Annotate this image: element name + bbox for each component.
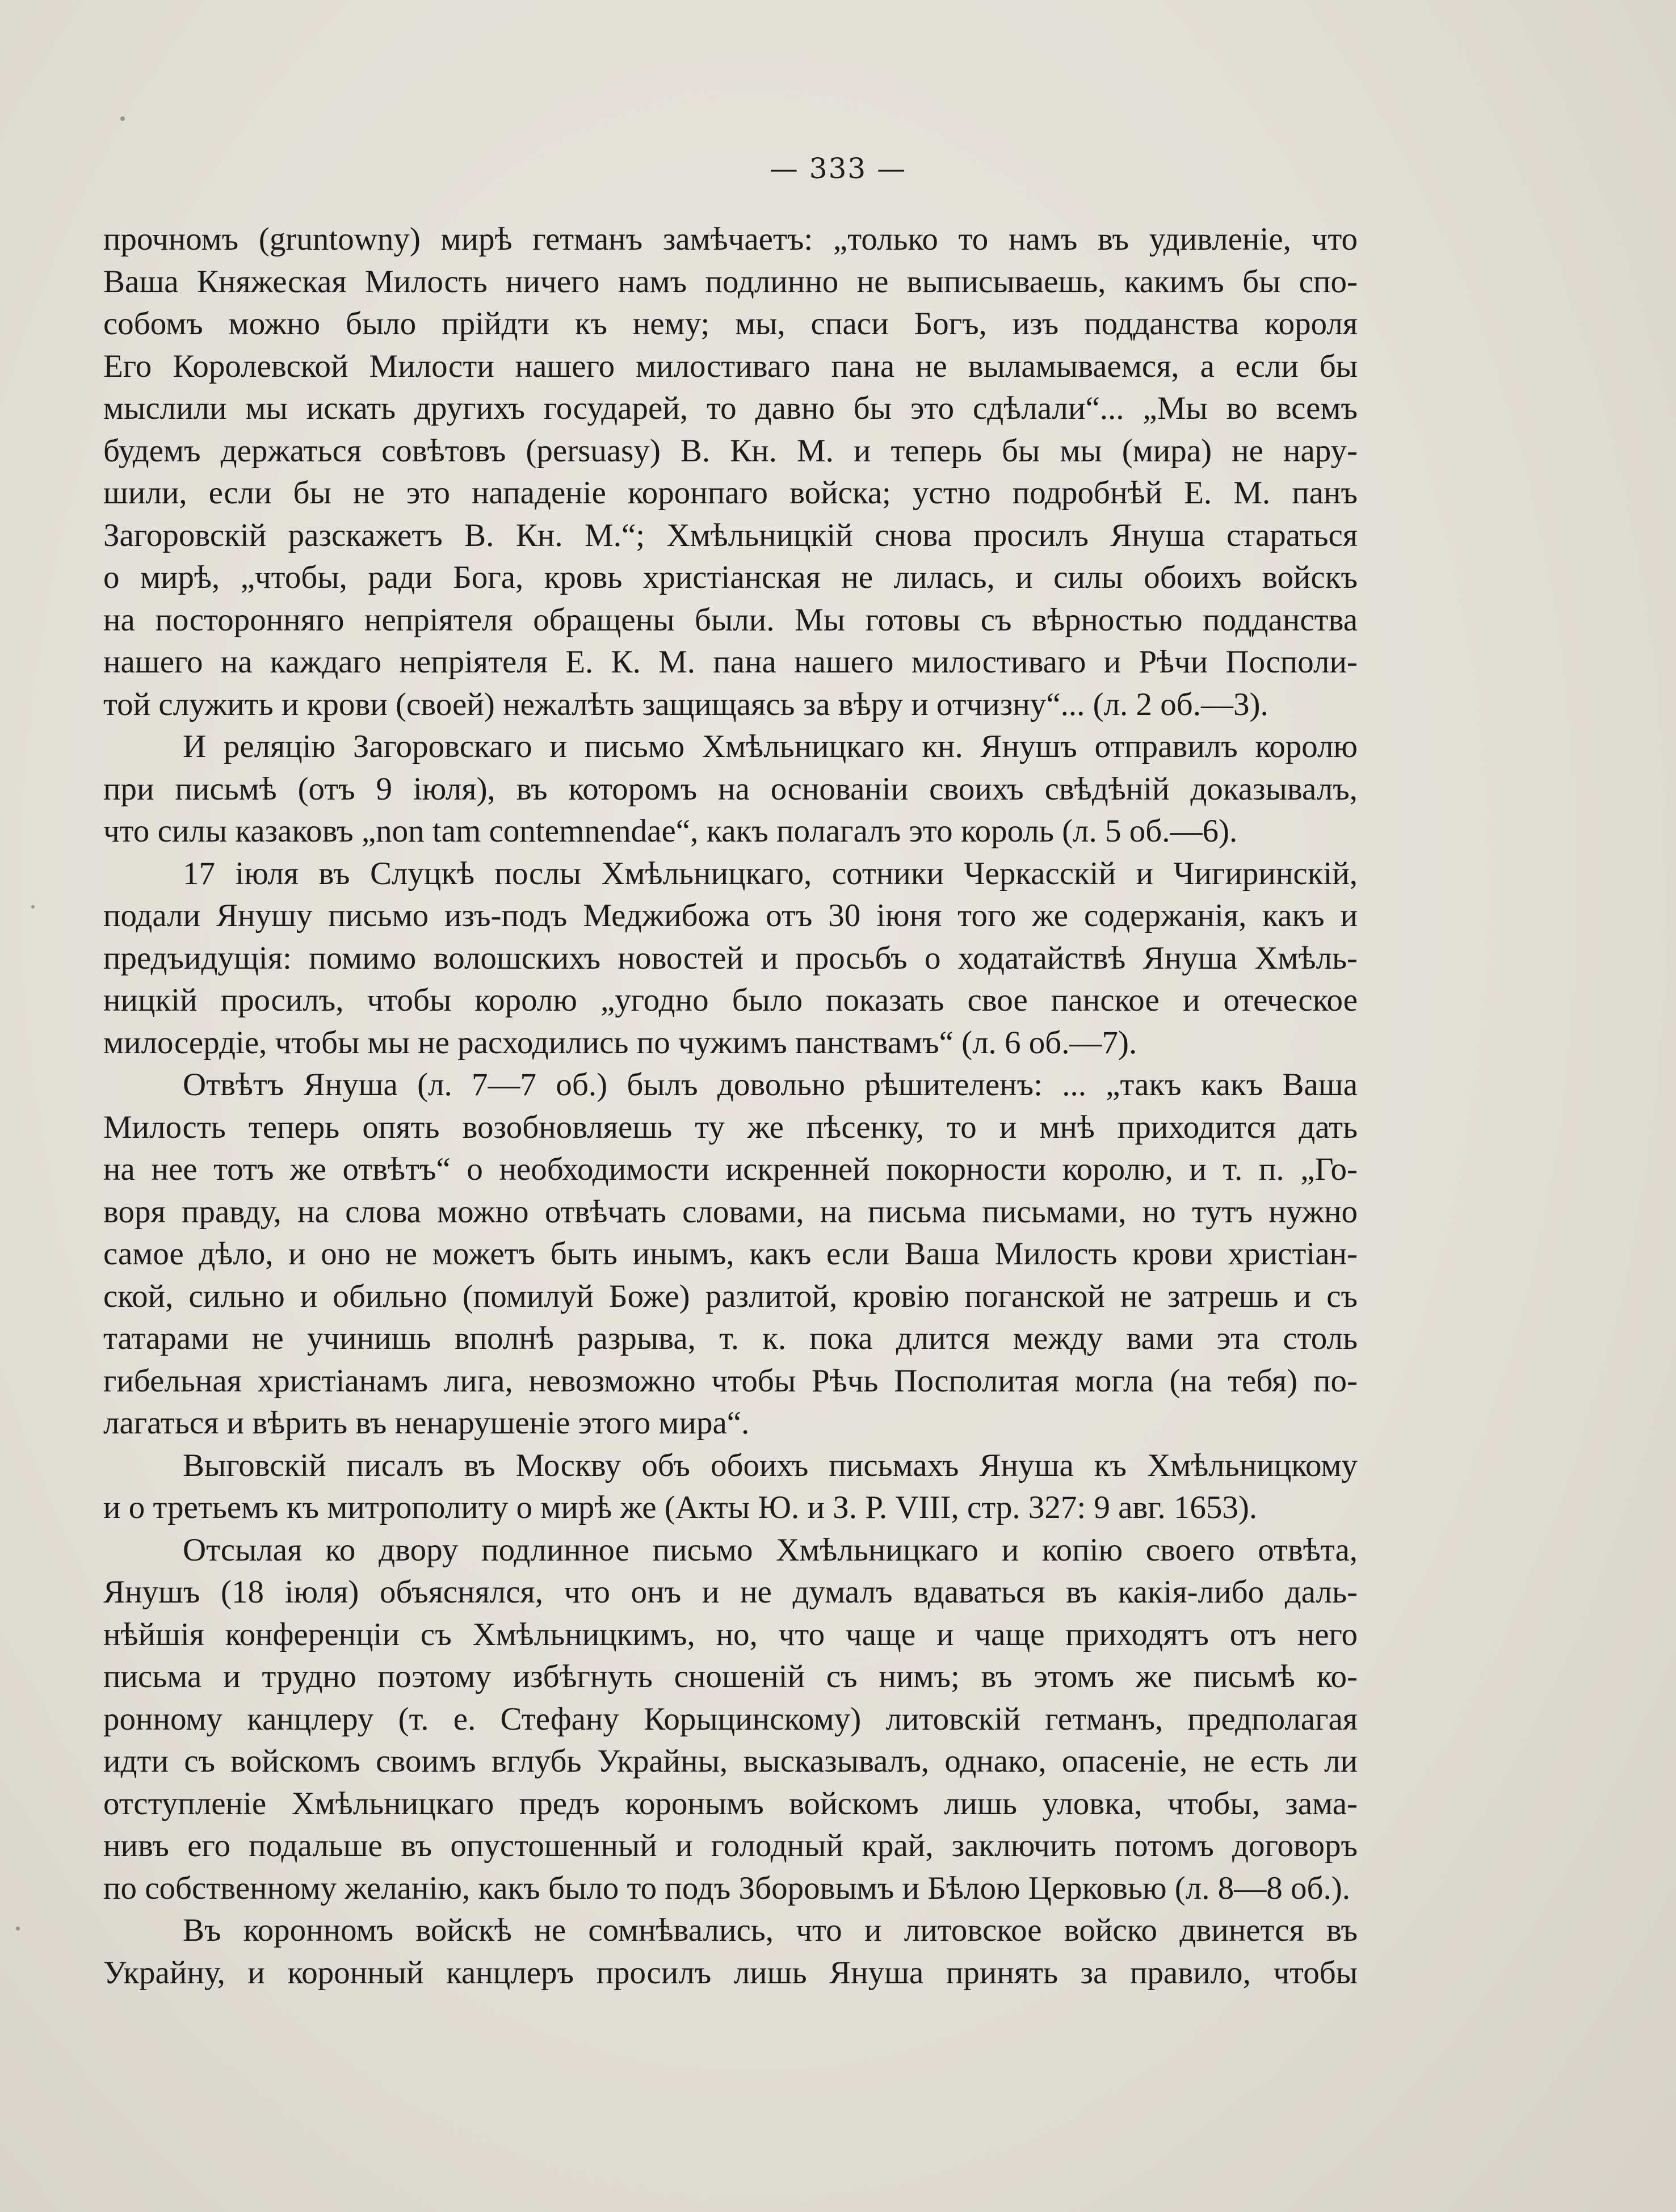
text-line: на посторонняго непріятеля обращены были. Мы готовы съ вѣрностью подданства — [103, 602, 1358, 638]
text-line: на нее тотъ же отвѣтъ“ о необходимости искренней покорности королю, и т. п. „Го- — [103, 1151, 1358, 1187]
text-line: И реляцію Загоровскаго и письмо Хмѣльницкаго кн. Янушъ отправилъ королю — [183, 729, 1358, 764]
paragraph — [103, 1910, 1358, 1994]
paper-speck — [31, 905, 35, 909]
text-line: Его Королевской Милости нашего милостиваго пана не выламываемся, а если бы — [103, 348, 1358, 384]
text-line: Въ коронномъ войскѣ не сомнѣвались, что и литовское войско двинется въ — [183, 1912, 1358, 1948]
text-line: собомъ можно было прійдти къ нему; мы, спаси Богъ, изъ подданства короля — [103, 306, 1358, 342]
paragraph — [103, 1064, 1358, 1445]
text-line: будемъ держаться совѣтовъ (persuasy) В. Кн. М. и теперь бы мы (мира) не нару- — [103, 432, 1358, 469]
paragraph — [103, 1445, 1358, 1529]
text-line: Выговскій писалъ въ Москву объ обоихъ письмахъ Януша къ Хмѣльницкому — [183, 1447, 1358, 1483]
text-line: ницкій просилъ, чтобы королю „угодно было показать свое панское и отеческое — [103, 982, 1358, 1018]
text-line: нашего на каждаго непріятеля Е. К. М. пана нашего милостиваго и Рѣчи Посполи- — [103, 644, 1358, 680]
text-line: 17 іюля въ Слуцкѣ послы Хмѣльницкаго, сотники Черкасскій и Чигиринскій, — [183, 855, 1358, 891]
text-line: предъидущія: помимо волошскихъ новостей и просьбъ о ходатайствѣ Януша Хмѣль- — [103, 940, 1358, 976]
text-line: Загоровскій разскажетъ В. Кн. М.“; Хмѣльницкій снова просилъ Януша стараться — [103, 517, 1358, 553]
text-line: шили, если бы не это нападеніе коронпаго войска; устно подробнѣй Е. М. панъ — [103, 475, 1358, 511]
text-line: по собственному желанію, какъ было то подъ Зборовымъ и Бѣлою Церковью (л. 8—8 об.). — [103, 1870, 1350, 1906]
text-line: письма и трудно поэтому избѣгнуть сношеній съ нимъ; въ этомъ же письмѣ ко- — [103, 1659, 1358, 1694]
paper-speck — [120, 116, 125, 121]
text-line: Украйну, и коронный канцлеръ просилъ лишь Януша принять за правило, чтобы — [103, 1954, 1358, 1991]
text-line: что силы казаковъ „non tam contemnendae“, какъ полагалъ это король (л. 5 об.—6). — [103, 813, 1238, 849]
paragraph — [103, 1529, 1358, 1910]
paragraph — [103, 218, 1358, 726]
text-line: прочномъ (gruntowny) мирѣ гетманъ замѣчаетъ: „только то намъ въ удивленіе, что — [103, 221, 1358, 257]
paper-speck — [16, 1927, 20, 1931]
text-line: Янушъ (18 іюля) объяснялся, что онъ и не думалъ вдаваться въ какія-либо даль- — [103, 1574, 1358, 1610]
text-line: той служить и крови (своей) нежалѣть защищаясь за вѣру и отчизну“... (л. 2 об.—3). — [103, 686, 1268, 722]
text-line: ронному канцлеру (т. е. Стефану Корыцинскому) литовскій гетманъ, предполагая — [103, 1701, 1358, 1737]
text-line: Отсылая ко двору подлинное письмо Хмѣльницкаго и копію своего отвѣта, — [183, 1532, 1358, 1568]
text-line: Ваша Княжеская Милость ничего намъ подлинно не выписываешь, какимъ бы спо- — [103, 263, 1358, 300]
text-line: Отвѣтъ Януша (л. 7—7 об.) былъ довольно рѣшителенъ: ... „такъ какъ Ваша — [183, 1067, 1358, 1103]
paragraph — [103, 726, 1358, 853]
text-line: лагаться и вѣрить въ ненарушеніе этого мира“. — [103, 1405, 750, 1441]
text-line: и о третьемъ къ митрополиту о мирѣ же (Акты Ю. и З. Р. VIII, стр. 327: 9 авг. 1653). — [103, 1490, 1258, 1525]
text-line: нивъ его подальше въ опустошенный и голодный край, заключить потомъ договоръ — [103, 1828, 1358, 1864]
text-line: милосердіе, чтобы мы не расходились по чужимъ панствамъ“ (л. 6 об.—7). — [103, 1024, 1137, 1061]
paragraph — [103, 853, 1358, 1065]
text-line: Милость теперь опять возобновляешь ту же пѣсенку, то и мнѣ приходится дать — [103, 1109, 1358, 1145]
page-number: — 333 — — [769, 152, 907, 185]
text-line: отступленіе Хмѣльницкаго предъ коронымъ войскомъ лишь уловка, чтобы, зама- — [103, 1785, 1358, 1822]
text-line: подали Янушу письмо изъ-подъ Меджибожа отъ 30 іюня того же содержанія, какъ и — [103, 898, 1358, 933]
text-line: воря правду, на слова можно отвѣчать словами, на письма письмами, но тутъ нужно — [103, 1193, 1358, 1230]
text-line: гибельная христіанамъ лига, невозможно чтобы Рѣчь Посполитая могла (на тебя) по- — [103, 1362, 1358, 1399]
text-line: татарами не учинишь вполнѣ разрыва, т. к. пока длится между вами эта столь — [103, 1321, 1358, 1356]
body-text — [103, 218, 1358, 1994]
text-line: при письмѣ (отъ 9 іюля), въ которомъ на основаніи своихъ свѣдѣній доказывалъ, — [103, 771, 1358, 807]
text-line: о мирѣ, „чтобы, ради Бога, кровь христіанская не лилась, и силы обоихъ войскъ — [103, 560, 1358, 595]
text-line: ской, сильно и обильно (помилуй Боже) разлитой, кровію поганской не затрешь и съ — [103, 1278, 1358, 1314]
text-line: самое дѣло, и оно не можетъ быть инымъ, какъ если Ваша Милость крови христіан- — [103, 1236, 1358, 1272]
text-line: идти съ войскомъ своимъ вглубь Украйны, высказывалъ, однако, опасеніе, не есть ли — [103, 1743, 1358, 1779]
text-line: мыслили мы искать другихъ государей, то давно бы это сдѣлали“... „Мы во всемъ — [103, 390, 1358, 426]
text-line: нѣйшія конференціи съ Хмѣльницкимъ, но, что чаще и чаще приходятъ отъ него — [103, 1616, 1358, 1652]
